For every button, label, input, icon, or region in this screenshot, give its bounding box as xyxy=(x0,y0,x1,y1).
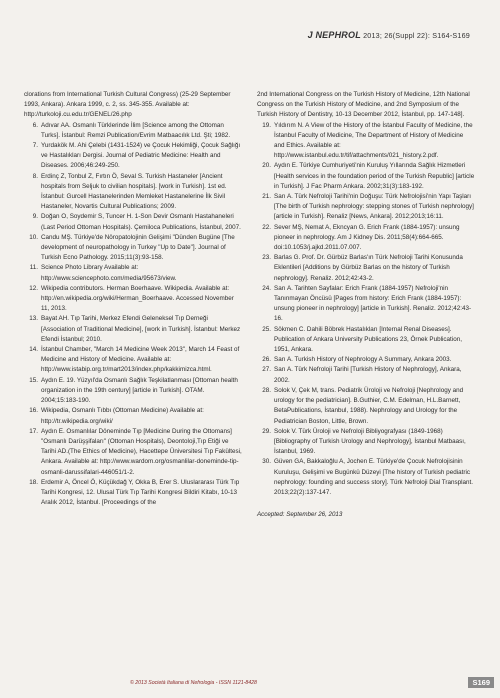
reference-number: 7. xyxy=(32,142,38,150)
reference-entry xyxy=(24,376,242,407)
reference-number: 24. xyxy=(262,284,271,292)
reference-entry xyxy=(257,386,475,427)
reference-text: Solok V, Çek M, trans. Pediatrik Üroloji ve Nefroloji [Nephrology and urology for the pediatrician]. B.Guthier, C.M. Edelman, H.L.Barnett, BetaPublications, İstanbul, 1988). Nephrology and Urology for the Pediatrician Boston, Little, Brown. xyxy=(274,386,464,425)
reference-entry xyxy=(24,90,242,121)
reference-number: 23. xyxy=(262,254,271,262)
page-number: S169 xyxy=(468,677,494,688)
reference-text: İstanbul Chamber, "March 14 Medicine Week 2013", March 14 Feast of Medicine and History of Medicine. Available at: http://www.istabip.org.tr/mart2013/index.php/kakkimizca.html. xyxy=(41,346,240,374)
reference-text: 2nd International Congress on the Turkish History of Medicine, 12th National Congress on the Turkish History of Medicine, and 2nd Symposium of the Turkish History of Dentistry, 10-13 December 2012, İstanbul, pp. 147-148]. xyxy=(257,91,470,119)
reference-entry xyxy=(257,325,475,356)
reference-number: 28. xyxy=(262,386,271,394)
reference-text: Solok V. Türk Üroloji ve Nefroloji Bibliyografyası (1849-1968) [Bibliography of Turkish Urology and Nephrology], İstanbul Matbaası, İstanbul, 1969. xyxy=(274,427,466,456)
reference-entry xyxy=(24,284,242,315)
reference-entry xyxy=(257,365,475,385)
reference-text: Adıvar AA. Osmanlı Türklerinde İlim [Science among the Ottoman Turks]. İstanbul: Remzi Publication/Evrim Matbaacılık Ltd. Şti; 1982. xyxy=(41,121,231,139)
reference-number: 25. xyxy=(262,325,271,333)
reference-text: Aydın E. Osmanlılar Döneminde Tıp [Medicine During the Ottomans] "Osmanlı Darüşşifaları" (Ottoman Hospitals), Deontoloji,Tıp Etiği ve Tarihi AD.(The Ethics of Medicine), Hacettepe Üniversitesi Tıp Fakültesi, Ankara. Available at: http://www.wardom.org/osmanlilar-doneminde-tip-osmanli-darussifalari-446051/1-2. xyxy=(41,427,242,476)
reference-number: 27. xyxy=(262,366,271,374)
reference-entry xyxy=(24,141,242,172)
reference-entry xyxy=(24,121,242,141)
reference-text: Sever MŞ, Nemat A, Ekncyan G. Erich Frank (1884-1957): unsung pioneer in nephrology. Am J Kidney Dis. 2011;58(4):664-665. doi:10.1053/j.ajkd.2011.07.007. xyxy=(274,223,460,252)
reference-text: Sarı A. Türk Nefroloji Tarihi'nin Doğuşu: Türk Nefrolojisi'nin Yapı Taşları [The birth of Turkish nephrology: stepping stones of Turkish nephrology] [article in Turkish]. Renaliz [News, Ankara]. 2012;2013;16:11. xyxy=(274,193,474,221)
reference-entry xyxy=(24,172,242,213)
journal-citation: 2013; 26(Suppl 22): S164-S169 xyxy=(363,31,470,40)
reference-text: Candu MŞ. Türkiye'de Nöropatolojinin Gelişimi "Dünden Bugüne [The development of neuropathology in Turkey "Up to Date"]. Journal of Turkish Ecno Pathology. 2015;11(3):93-158. xyxy=(41,233,235,262)
reference-text: Doğan O, Soydemir S, Tuncer H. 1-Son Devir Osmanlı Hastahaneleri (Last Period Ottoman Hospitals). Çemiloca Publications, İstanbul, 2007. xyxy=(41,213,241,231)
reference-number: 17. xyxy=(29,427,38,435)
reference-entry xyxy=(257,223,475,254)
reference-text: Sarı A. Turkish History of Nephrology A Summary, Ankara 2003. xyxy=(274,356,452,364)
reference-text: Wikipedia contributors. Herman Boerhaave. Wikipedia. Available at: http://en.wikipedia.org/wiki/Herman_Boerhaave. Accessed November 11, 2013. xyxy=(41,284,234,313)
references-left-column xyxy=(24,90,242,508)
reference-number: 11. xyxy=(29,264,38,272)
reference-entry xyxy=(257,192,475,223)
reference-entry xyxy=(24,212,242,232)
reference-number: 15. xyxy=(29,376,38,384)
reference-number: 9. xyxy=(32,213,38,221)
reference-entry xyxy=(257,457,475,498)
reference-entry xyxy=(24,427,242,478)
reference-text: Sökmen C. Dahili Böbrek Hastalıkları [Internal Renal Diseases]. Publication of Ankara University Publications 23, Örnek Publication, 1951, Ankara. xyxy=(274,325,462,354)
reference-number: 22. xyxy=(262,223,271,231)
reference-entry xyxy=(257,90,475,121)
journal-name: J NEPHROL xyxy=(307,30,361,40)
reference-text: Aydın E. 19. Yüzyıl'da Osmanlı Sağlık Teşkilatlanması [Ottoman health organization in the 19th century] [article in Turkish]. OTAM. 2004;15:183-190. xyxy=(41,376,238,405)
reference-number: 19. xyxy=(262,121,271,129)
reference-number: 30. xyxy=(262,458,271,466)
reference-text: Yıldırım N. A View of the History of the İstanbul Faculty of Medicine, the İstanbul Faculty of Medicine, The Department of History of Medicine and Ethics. Available at: http://www.istanbul.edu.tr/tif/attachments/021_history.2.pdf. xyxy=(274,121,473,160)
reference-entry xyxy=(24,406,242,426)
reference-entry xyxy=(24,314,242,345)
reference-text: Güven GA, Bakkaloğlu A, Jochen E. Türkiye'de Çocuk Nefrolojisinin Kuruluşu, Gelişimi ve Bugünkü Düzeyi [The history of Turkish pediatric nephrology: founding and success story]. Türk Nefroloji Dial Transplant. 2013;22(2):137-147. xyxy=(274,458,474,496)
running-head xyxy=(308,30,470,40)
reference-number: 8. xyxy=(32,172,38,180)
reference-entry xyxy=(257,121,475,162)
reference-text: clorations from International Turkish Cultural Congress) (25-29 September 1993, Ankara). Ankara 1999, c. 2, ss. 345-355. Available at: http://turkoloji.cu.edu.tr/GENEL/26.php xyxy=(24,91,231,119)
reference-number: 29. xyxy=(262,427,271,435)
copyright-footer: © 2013 Società Italiana di Nefrologia - ISSN 1121-8428 xyxy=(130,680,257,686)
reference-number: 16. xyxy=(29,407,38,415)
reference-text: Yurdakök M. Ahi Çelebi (1431-1524) ve Çocuk Hekimliği, Çocuk Sağlığı ve Hastalıkları Dergisi. Journal of Pediatric Medicine: Health and Diseases. 2006;46:249-250. xyxy=(41,142,241,170)
reference-text: Barlas G. Prof. Dr. Gürbüz Barlas'ın Türk Nefroloji Tarihi Konusunda Eklentileri [Additions by Gürbüz Barlas on the history of Turkish nephrology]. Renaliz. 2012;42:43-2. xyxy=(274,254,463,282)
reference-number: 13. xyxy=(29,315,38,323)
reference-number: 14. xyxy=(29,346,38,354)
reference-number: 26. xyxy=(262,356,271,364)
references-right-column xyxy=(257,90,475,520)
reference-entry xyxy=(257,427,475,458)
reference-text: Erdinç Z, Tonbul Z, Fırtın Ö, Seval S. Turkish Hastaneler [Ancient hospitals from Seljuk to civilian hospitals]. [work in Turkish]. 1st ed. İstanbul: Gurcell Hastanelerinden Memleket Hastanelerine İlk Sivil Hastaneler, Novartis Cultural Publications; 2009. xyxy=(41,172,227,211)
reference-entry xyxy=(24,233,242,264)
reference-text: Wikipedia, Osmanlı Tıbbı (Ottoman Medicine) Available at: http://tr.wikipedia.org/wiki/ xyxy=(41,407,204,425)
reference-entry xyxy=(24,478,242,509)
reference-number: 6. xyxy=(32,121,38,129)
reference-text: Science Photo Library Available at: http://www.sciencephoto.com/media/95673/view. xyxy=(41,264,177,282)
accepted-date: Accepted: September 26, 2013 xyxy=(257,511,343,519)
reference-entry xyxy=(257,253,475,284)
reference-entry xyxy=(257,284,475,325)
reference-text: Bayat AH. Tıp Tarihi, Merkez Efendi Geleneksel Tıp Derneği [Association of Traditional Medicine], [work in Turkish]. İstanbul: Merkez Efendi İstanbul; 2010. xyxy=(41,315,241,343)
reference-number: 20. xyxy=(262,162,271,170)
reference-entry xyxy=(257,161,475,192)
reference-number: 18. xyxy=(29,478,38,486)
reference-entry xyxy=(24,345,242,376)
reference-text: Sarı A. Türk Nefroloji Tarihi [Turkish History of Nephrology], Ankara, 2002. xyxy=(274,366,462,384)
reference-entry xyxy=(24,263,242,283)
reference-entry xyxy=(257,355,475,365)
reference-number: 21. xyxy=(262,193,271,201)
reference-number: 10. xyxy=(29,233,38,241)
reference-text: Erdemir A, Öncel Ö, Küçükdağ Y, Okka B, Erer S. Uluslararası Türk Tıp Tarihi Kongresi, 12. Ulusal Türk Tıp Tarihi Kongresi Bildiri Kitabı, 10-13 Aralık 2012, İstanbul. [Proceedings of the xyxy=(41,478,240,507)
reference-text: Sarı A. Tarihten Sayfalar: Erich Frank (1884-1957) Nefroloji'nin Tanınmayan Öncüsü [Pages from history: Erich Frank (1884-1957): unsung pioneer in nephrology] [article in Turkish]. Renaliz. 2012;42:43-16. xyxy=(274,284,472,323)
reference-number: 12. xyxy=(29,284,38,292)
reference-text: Aydın E. Türkiye Cumhuriyeti'nin Kuruluş Yıllarında Sağlık Hizmetleri [Health services in the foundation period of the Turkish Republic] [article in Turkish]. J Fac Pharm Ankara. 2002;31(3):183-192. xyxy=(274,162,475,190)
